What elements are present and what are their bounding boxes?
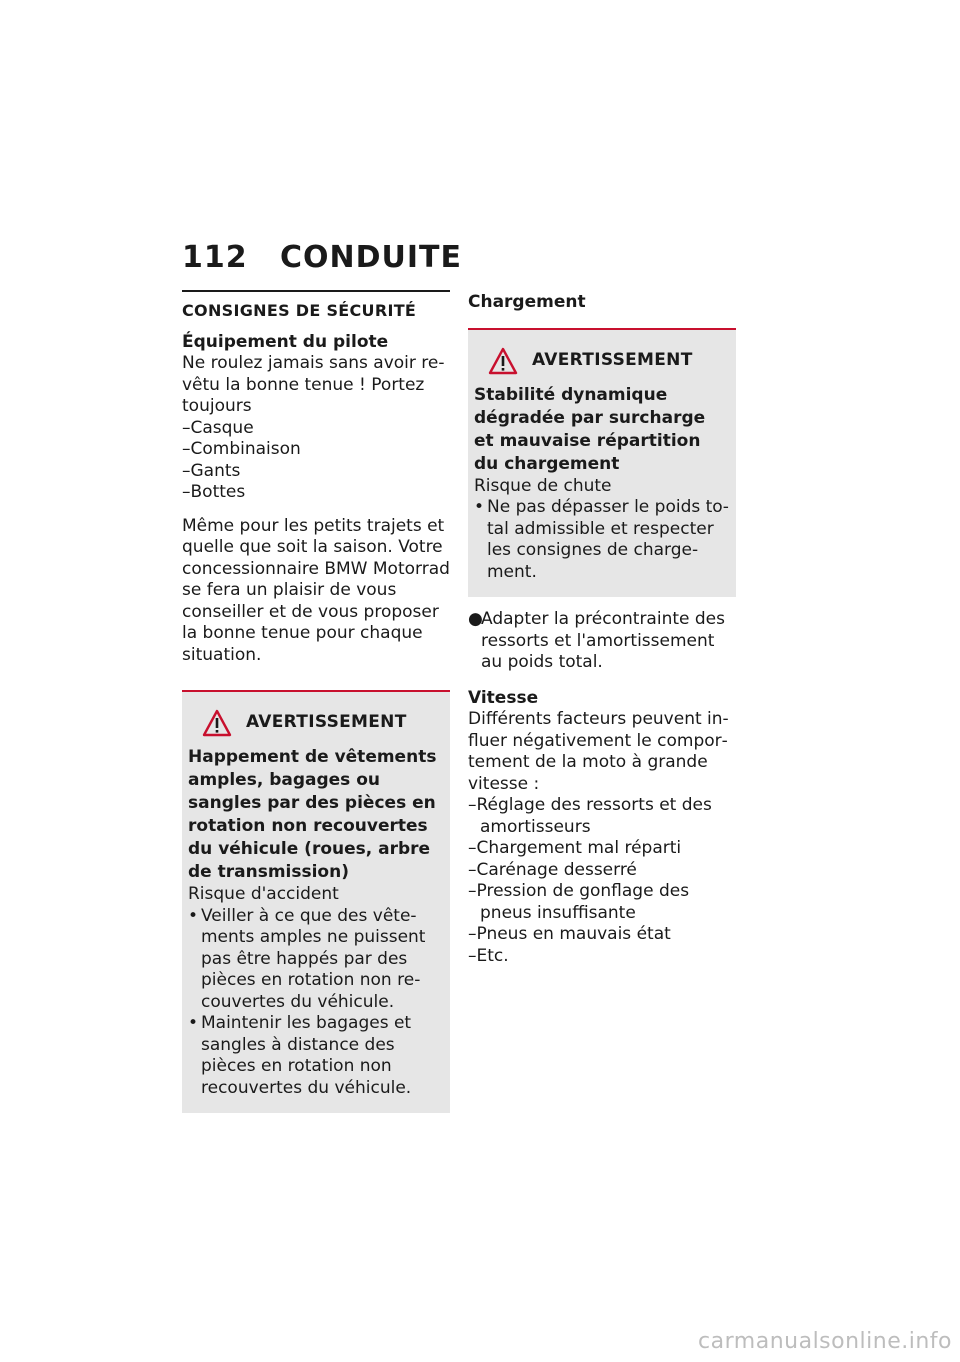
warning-label: AVERTISSEMENT	[246, 712, 407, 733]
list-item: –Bottes	[182, 482, 246, 502]
right-column	[468, 290, 736, 967]
warning-triangle-icon	[202, 709, 232, 737]
warning-risk: Risque de chute	[474, 475, 612, 496]
warning-triangle-icon	[488, 347, 518, 375]
equipment-list	[182, 418, 450, 504]
speed-factors-list	[468, 795, 736, 967]
warning-label: AVERTISSEMENT	[532, 349, 693, 370]
speed-text: Différents facteurs peuvent influer négativement le comportement de la moto à grande vitesse :	[468, 709, 729, 794]
list-item: –Gants	[182, 460, 241, 481]
chapter-title: CONDUITE	[280, 240, 463, 275]
page-number: 112	[182, 240, 248, 275]
list-item: ●Adapter la précontrainte des ressorts et l'amortissement au poids total.	[468, 609, 725, 672]
list-item: • Veiller à ce que des vêtements amples ne puissent pas être happés par des pièces en rotation non recouvertes du véhicule.	[188, 905, 426, 1012]
watermark: carmanualsonline.info	[698, 1329, 952, 1354]
equipment-text: Ne roulez jamais sans avoir revêtu la bonne tenue ! Portez toujours	[182, 353, 445, 416]
warning-header	[188, 704, 444, 742]
list-item: • Maintenir les bagages et sangles à distance des pièces en rotation non recouvertes du véhicule.	[188, 1013, 412, 1098]
subhead-equipment: Équipement du pilote	[182, 331, 389, 352]
warning-title: Happement de vêtements amples, bagages ou sangles par des pièces en rotation non recouvertes du véhicule (roues, arbre de transmission)	[188, 747, 437, 882]
warning-header	[474, 342, 730, 380]
list-item: –Pneus en mauvais état	[468, 924, 671, 944]
load-instructions	[468, 609, 736, 674]
section-title-safety: CONSIGNES DE SÉCURITÉ	[182, 290, 450, 322]
list-item: –Etc.	[468, 945, 509, 966]
warning-bullets	[188, 906, 444, 1100]
warning-title: Stabilité dynamique dégradée par surcharge et mauvaise répartition du chargement	[474, 384, 706, 474]
list-item: –Réglage des ressorts et des amortisseurs	[468, 795, 712, 837]
list-item: • Ne pas dépasser le poids total admissible et respecter les consignes de chargement.	[474, 497, 729, 582]
warning-bullets	[474, 497, 730, 583]
list-item: –Chargement mal réparti	[468, 838, 682, 858]
list-item: –Combinaison	[182, 439, 301, 459]
season-text: Même pour les petits trajets et quelle que soit la saison. Votre concessionnaire BMW Motorrad se fera un plaisir de vous conseiller et de vous proposer la bonne tenue pour chaque situation.	[182, 515, 450, 665]
list-item: –Pression de gonflage des pneus insuffisante	[468, 881, 690, 923]
list-item: –Casque	[182, 417, 254, 438]
left-column	[182, 290, 450, 1113]
warning-risk: Risque d'accident	[188, 884, 339, 904]
warning-box-clothing	[182, 690, 450, 1113]
page-header	[182, 240, 462, 275]
list-item: –Carénage desserré	[468, 859, 637, 880]
warning-box-load	[468, 328, 736, 598]
section-title-load: Chargement	[468, 292, 586, 312]
subhead-speed: Vitesse	[468, 687, 539, 708]
